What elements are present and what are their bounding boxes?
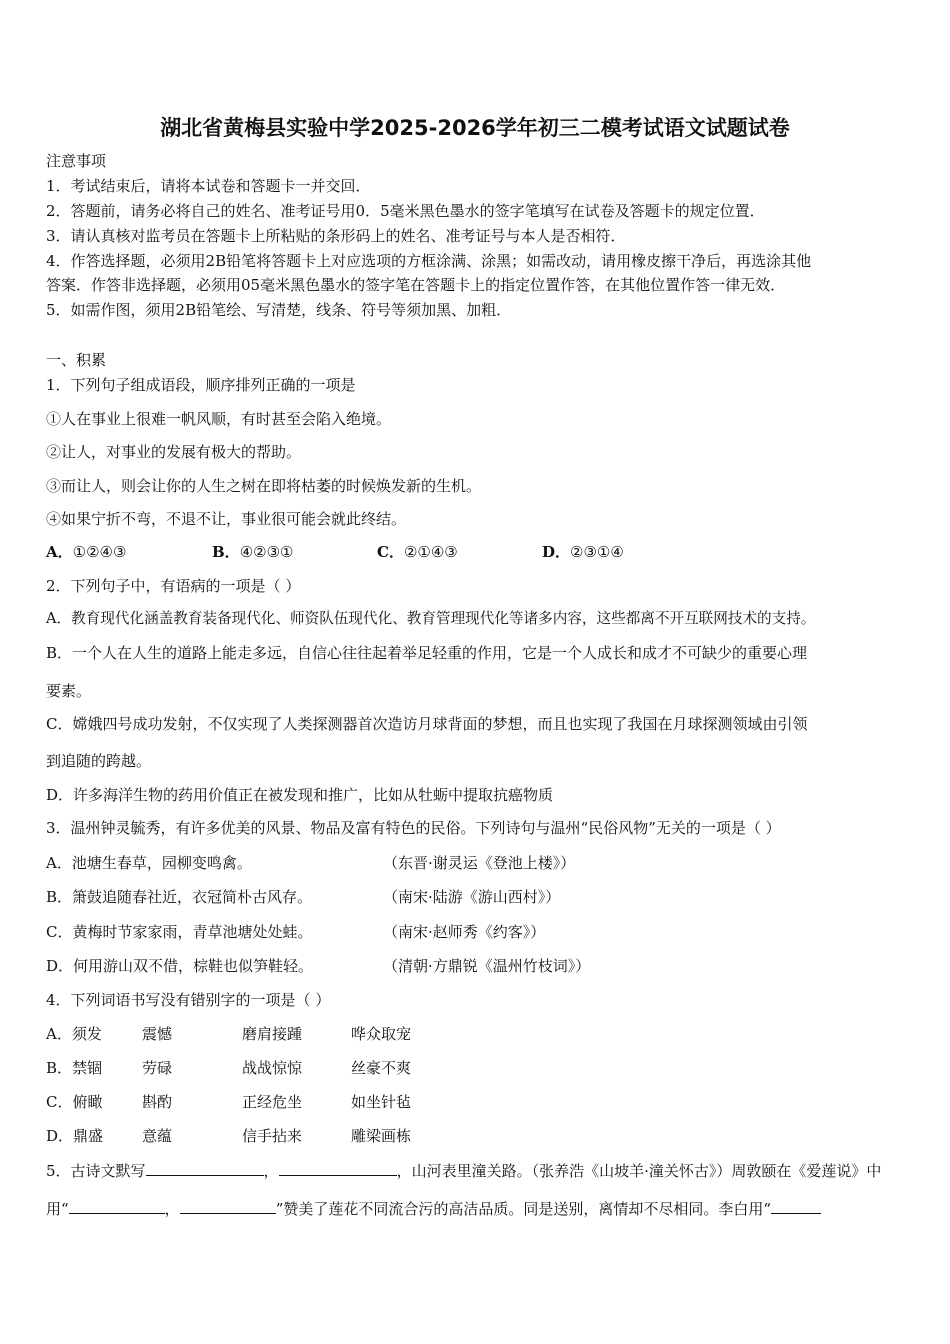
q4-word: 丝豪不爽 — [351, 1059, 412, 1077]
answer-blank[interactable] — [771, 1198, 821, 1214]
answer-blank[interactable] — [146, 1160, 264, 1176]
q1-option-d — [542, 542, 624, 562]
q1-option-text: ④②③① — [239, 543, 294, 561]
q5-text: ， — [263, 1162, 279, 1180]
q2-option-a: A．教育现代化涵盖教育装备现代化、师资队伍现代化、教育管理现代化等诸多内容，这些都离不开互联网技术的支持。 — [46, 610, 816, 627]
q2-option-d: D．许多海洋生物的药用价值正在被发现和推广，比如从牡蛎中提取抗癌物质 — [46, 786, 554, 804]
q3-option-text: A．池塘生春草，园柳变鸣禽。 — [46, 854, 252, 872]
q4-word: 雕梁画栋 — [351, 1127, 412, 1145]
notice-item: 4．作答选择题，必须用2B铅笔将答题卡上对应选项的方框涂满、涂黑；如需改动，请用橡皮擦干净后，再选涂其他 — [46, 252, 812, 270]
q1-option-label: D． — [542, 543, 571, 561]
notice-item: 5．如需作图，须用2B铅笔绘、写清楚，线条、符号等须加黑、加粗． — [46, 301, 512, 319]
q4-word: 意蕴 — [142, 1127, 173, 1145]
notice-item: 3．请认真核对监考员在答题卡上所粘贴的条形码上的姓名、准考证号与本人是否相符． — [46, 227, 626, 245]
q1-sentence: ②让人，对事业的发展有极大的帮助。 — [46, 443, 302, 461]
q4-word: 斟酌 — [142, 1093, 173, 1111]
q4-word: C．俯瞰 — [46, 1093, 103, 1111]
q1-option-a — [46, 542, 126, 562]
q3-option-source: （南宋·陆游《游山西村》） — [383, 888, 561, 906]
page-title: 湖北省黄梅县实验中学2025-2026学年初三二模考试语文试题试卷 — [160, 116, 790, 140]
q2-stem: 2．下列句子中，有语病的一项是（ ） — [46, 577, 301, 595]
notice-heading: 注意事项 — [46, 152, 107, 170]
notice-item: 答案．作答非选择题，必须用05毫米黑色墨水的签字笔在答题卡上的指定位置作答，在其他位置作答一律无效． — [46, 276, 786, 294]
q5-text: ， — [164, 1200, 180, 1218]
notice-item: 2．答题前，请务必将自己的姓名、准考证号用0．5毫米黑色墨水的签字笔填写在试卷及答题卡的规定位置． — [46, 202, 765, 220]
q4-word: 磨肩接踵 — [242, 1025, 303, 1043]
q4-word: 战战惊惊 — [242, 1059, 303, 1077]
q1-option-label: B． — [212, 543, 240, 561]
q3-option-source: （清朝·方鼎锐《温州竹枝词》） — [383, 957, 591, 975]
q3-option-text: D．何用游山双不借，棕鞋也似笋鞋轻。 — [46, 957, 314, 975]
q1-stem: 1．下列句子组成语段，顺序排列正确的一项是 — [46, 376, 356, 394]
q2-option-c-cont: 到追随的跨越。 — [46, 752, 152, 770]
q4-word: A．须发 — [46, 1025, 102, 1043]
q5-text: ”赞美了莲花不同流合污的高洁品质。同是送别，离情却不尽相同。李白用“ — [275, 1200, 772, 1218]
q4-word: 信手拈来 — [242, 1127, 303, 1145]
q4-stem: 4．下列词语书写没有错别字的一项是（ ） — [46, 991, 331, 1009]
q1-option-text: ①②④③ — [72, 543, 127, 561]
q1-sentence: ③而让人，则会让你的人生之树在即将枯萎的时候焕发新的生机。 — [46, 477, 482, 495]
q4-word: 劳碌 — [142, 1059, 173, 1077]
q4-word: 哗众取宠 — [351, 1025, 412, 1043]
q4-word: D．鼎盛 — [46, 1127, 104, 1145]
q1-sentence: ④如果宁折不弯，不退不让，事业很可能会就此终结。 — [46, 510, 407, 528]
answer-blank[interactable] — [69, 1198, 165, 1214]
q4-word: 如坐针毡 — [351, 1093, 412, 1111]
q5-text: 5．古诗文默写 — [46, 1162, 146, 1180]
q4-word: 震憾 — [142, 1025, 173, 1043]
q4-word: B．禁锢 — [46, 1059, 103, 1077]
answer-blank[interactable] — [279, 1160, 397, 1176]
q5-line-1 — [46, 1160, 881, 1181]
q1-option-text: ②①④③ — [403, 543, 458, 561]
q1-option-b — [212, 542, 293, 562]
q3-option-text: C．黄梅时节家家雨，青草池塘处处蛙。 — [46, 923, 313, 941]
q3-option-text: B．箫鼓追随春社近，衣冠简朴古风存。 — [46, 888, 313, 906]
q5-text: ，山河表里潼关路。（张养浩《山坡羊·潼关怀古》）周敦颐在《爱莲说》中 — [396, 1162, 882, 1180]
q1-option-text: ②③①④ — [570, 543, 624, 561]
q5-text: 用“ — [46, 1200, 69, 1218]
q4-word: 正经危坐 — [242, 1093, 303, 1111]
q2-option-b-cont: 要素。 — [46, 682, 92, 700]
q3-option-source: （东晋·谢灵运《登池上楼》） — [383, 854, 576, 872]
q1-option-c — [377, 542, 458, 562]
q3-stem: 3．温州钟灵毓秀，有许多优美的风景、物品及富有特色的民俗。下列诗句与温州“民俗风物”无关的一项是（ ） — [46, 819, 781, 837]
q1-sentence: ①人在事业上很难一帆风顺，有时甚至会陷入绝境。 — [46, 410, 392, 428]
q5-line-2 — [46, 1198, 821, 1219]
q2-option-b: B．一个人在人生的道路上能走多远，自信心往往起着举足轻重的作用，它是一个人成长和成才不可缺少的重要心理 — [46, 644, 808, 662]
q2-option-c: C．嫦娥四号成功发射，不仅实现了人类探测器首次造访月球背面的梦想，而且也实现了我国在月球探测领域由引领 — [46, 715, 808, 733]
q3-option-source: （南宋·赵师秀《约客》） — [383, 923, 546, 941]
notice-item: 1．考试结束后，请将本试卷和答题卡一并交回． — [46, 177, 371, 195]
q1-option-label: A． — [46, 543, 73, 561]
answer-blank[interactable] — [180, 1198, 276, 1214]
q1-option-label: C． — [377, 543, 404, 561]
section-heading: 一、积累 — [46, 351, 107, 369]
